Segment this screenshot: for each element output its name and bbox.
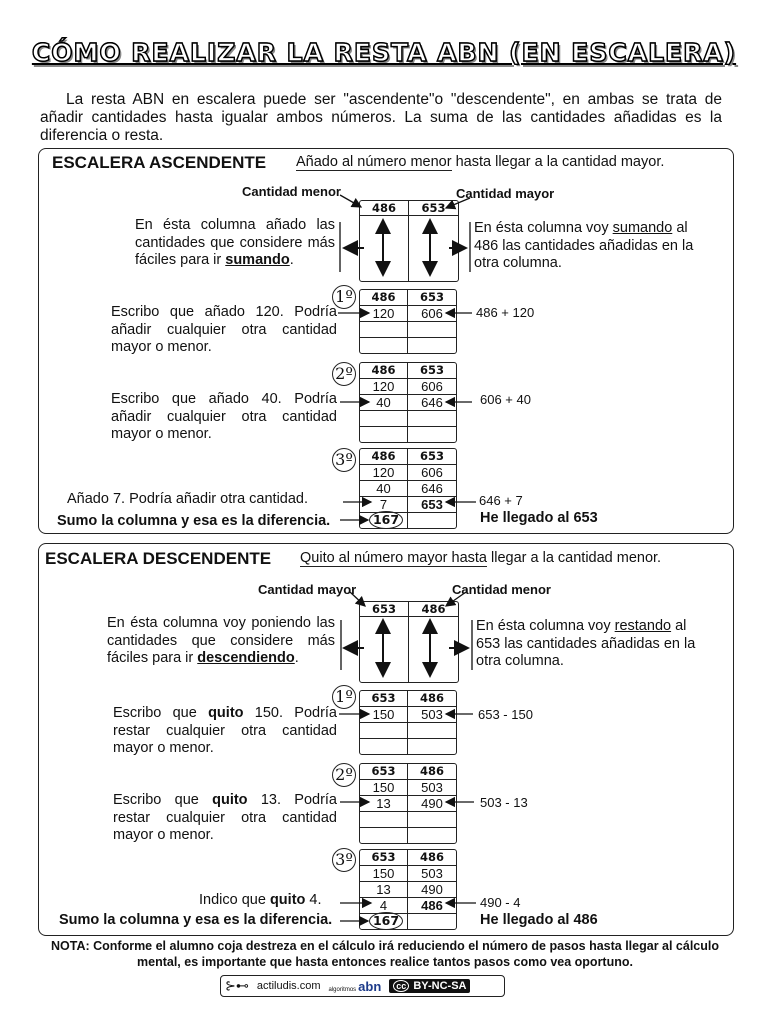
arrow-label-left [340,195,361,207]
desc-step-1-keyword: quito [208,705,244,721]
table-cell: 653 [360,850,408,866]
label-smaller-quantity-desc: Cantidad menor [452,582,551,597]
table-cell: 486 [360,363,408,379]
descending-left-keyword: descendiendo [197,650,295,666]
table-cell: 486 [360,290,408,306]
desc-step-3-badge: 3º [332,848,356,872]
table-cell: 503 [408,707,456,723]
label-smaller-quantity: Cantidad menor [242,184,341,199]
table-cell: 653 [408,363,456,379]
table-cell: 120 [360,379,408,395]
asc-step-3-equation: 646 + 7 [479,493,523,508]
diagram-header-left: 653 [360,602,409,617]
desc-step-3-text-c: 4. [305,892,322,908]
license-badge [389,979,470,993]
desc-step-3-text-a: Indico que [199,892,270,908]
footer-badge [220,975,505,997]
desc-step-1-text-c: 150. Podría restar cualquier otra cantidad mayor o menor. [113,705,337,756]
table-cell: 646 [408,481,456,497]
table-cell: 150 [360,707,408,723]
desc-result-oval: 167 [369,912,403,930]
asc-sum-text: Sumo la columna y esa es la diferencia. [57,513,331,529]
descending-left-text: En ésta columna voy poniendo las cantidades que considere más fáciles para ir [107,615,335,666]
table-cell: 486 [408,764,456,780]
table-cell: 646 [408,395,456,411]
ascending-left-text: En ésta columna añado las cantidades que considere más fáciles para ir [135,217,335,268]
footer-site[interactable]: actiludis.com [256,980,321,992]
desc-reached-text: He llegado al 486 [480,912,598,928]
ascending-subtitle-rest: hasta llegar a la cantidad mayor. [451,154,665,170]
table-cell: 13 [360,796,408,812]
asc-step-1-equation: 486 + 120 [476,305,535,320]
desc-step-1-text-a: Escribo que [113,705,209,721]
table-cell: 7 [360,497,408,513]
cc-icon: cc [393,980,409,992]
abn-logo-text: abn [358,978,382,994]
diagram-header-right: 653 [409,201,458,216]
diagram-header-right: 486 [409,602,458,617]
desc-step-2-badge: 2º [332,763,356,787]
arrow-label-right [446,198,470,208]
asc-step-2-badge: 2º [332,362,356,386]
desc-step-1-badge: 1º [332,685,356,709]
table-cell: 503 [408,866,456,882]
table-cell: 503 [408,780,456,796]
asc-step-1-text: Escribo que añado 120. Podría añadir cualquier otra cantidad mayor o menor. [111,304,337,355]
table-cell: 486 [408,850,456,866]
ascending-right-text: En ésta columna voy [474,220,613,236]
ascending-right-keyword: sumando [612,220,673,236]
descending-right-end: al 653 las cantidades añadidas en la otra columna. [476,618,696,669]
table-cell: 606 [408,465,456,481]
intro-paragraph: La resta ABN en escalera puede ser "ascendente"o "descendente", en ambas se trata de añadir cantidades hasta igualar ambos números. La suma de las cantidades añadidas es la diferencia o resta. [40,91,722,144]
table-cell: 490 [408,882,456,898]
arrow-label-right-desc [446,592,466,606]
ascending-heading: ESCALERA ASCENDENTE [52,153,267,172]
descending-right-text: En ésta columna voy [476,618,615,634]
table-cell: 486 [408,898,456,914]
table-cell: 13 [360,882,408,898]
table-cell: 653 [408,449,456,465]
abn-logo [328,979,381,994]
ascending-left-end: . [289,252,294,268]
abn-logo-small: algoritmos [328,986,357,993]
actiludis-logo-icon: ⊱⊷ [225,978,249,993]
descending-left-end: . [294,650,299,666]
desc-step-1-equation: 653 - 150 [478,707,533,722]
table-cell: 653 [360,691,408,707]
table-cell: 606 [408,306,456,322]
desc-step-3-keyword: quito [269,892,306,908]
table-cell: 653 [360,764,408,780]
table-cell: 490 [408,796,456,812]
table-cell: 4 [360,898,408,914]
asc-step-2-equation: 606 + 40 [480,392,531,407]
diagram-header-left: 486 [360,201,409,216]
table-cell: 40 [360,481,408,497]
table-cell: 653 [408,290,456,306]
desc-step-2-text-c: 13. Podría restar cualquier otra cantidad mayor o menor. [113,792,337,843]
desc-sum-text: Sumo la columna y esa es la diferencia. [59,912,333,928]
table-cell: 486 [408,691,456,707]
desc-step-2-equation: 503 - 13 [480,795,528,810]
table-cell: 150 [360,780,408,796]
descending-right-keyword: restando [614,618,672,634]
asc-step-3-text: Añado 7. Podría añadir otra cantidad. [67,491,309,507]
table-cell: 486 [360,449,408,465]
asc-step-2-text: Escribo que añado 40. Podría añadir cualquier otra cantidad mayor o menor. [111,391,337,442]
ascending-subtitle-underlined: Añado al número menor [296,154,452,170]
table-cell: 653 [408,497,456,513]
asc-result-oval: 167 [369,511,403,529]
descending-subtitle-rest: llegar a la cantidad menor. [486,550,662,566]
table-cell: 120 [360,465,408,481]
label-larger-quantity: Cantidad mayor [456,186,555,201]
arrow-label-left-desc [350,592,365,606]
asc-step-1-badge: 1º [332,285,356,309]
label-larger-quantity-desc: Cantidad mayor [258,582,357,597]
desc-step-2-text-a: Escribo que [113,792,213,808]
note-text: NOTA: Conforme el alumno coja destreza en el cálculo irá reduciendo el número de pasos hasta llegar al cálculo mental, es importante que hasta entonces realice tantos pasos como vea oportuno. [50,939,719,969]
descending-subtitle-underlined: Quito al número mayor hasta [300,550,487,566]
asc-reached-text: He llegado al 653 [480,510,598,526]
table-cell: 120 [360,306,408,322]
descending-heading: ESCALERA DESCENDENTE [45,549,272,568]
desc-step-2-keyword: quito [212,792,248,808]
table-cell: 606 [408,379,456,395]
desc-step-3-equation: 490 - 4 [480,895,521,910]
asc-step-3-badge: 3º [332,448,356,472]
ascending-left-keyword: sumando [225,252,290,268]
table-cell: 40 [360,395,408,411]
table-cell: 150 [360,866,408,882]
page-title: CÓMO REALIZAR LA RESTA ABN (EN ESCALERA) [31,38,737,67]
license-text: BY-NC-SA [413,980,467,992]
ascending-right-end: al 486 las cantidades añadidas en la otra columna. [474,220,694,271]
